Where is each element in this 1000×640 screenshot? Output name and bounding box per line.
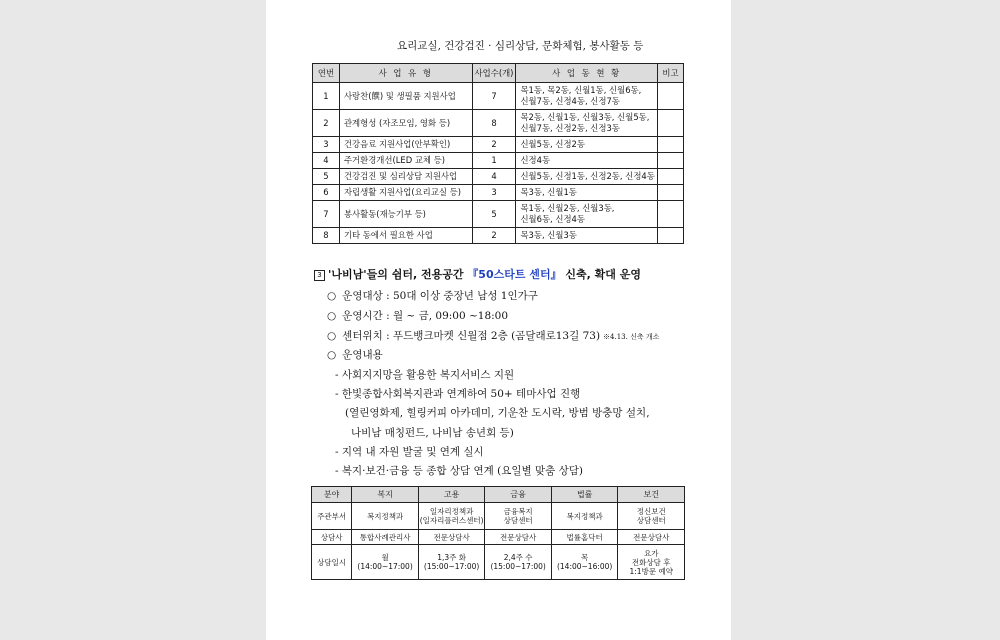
remark-cell: [658, 137, 684, 153]
remark-cell: [658, 83, 684, 110]
dash-item: - 복지·보건·금융 등 종합 상담 연계 (요일별 맞춤 상담): [335, 465, 583, 477]
business-type: 주거환경개선(LED 교체 등): [339, 153, 472, 169]
table-row: [313, 185, 684, 201]
business-count: 8: [472, 110, 516, 137]
agency-employment: 일자리정책과 (일자리플러스센터): [418, 503, 485, 530]
table-row: [313, 169, 684, 185]
business-type: 봉사활동(재능기부 등): [339, 201, 472, 228]
business-status: 목1동, 신월2동, 신월3동, 신월6동, 신정4동: [516, 201, 658, 228]
business-count: 4: [472, 169, 516, 185]
col-header: 고용: [418, 487, 485, 503]
business-count: 2: [472, 137, 516, 153]
business-type: 자립생활 지원사업(요리교실 등): [339, 185, 472, 201]
col-header: 금융: [485, 487, 552, 503]
schedule-finance: 2,4주 수 (15:00~17:00): [485, 545, 552, 580]
bullet-target: ○ 운영대상 : 50대 이상 중장년 남성 1인가구: [327, 290, 538, 302]
schedule-employment: 1,3주 화 (15:00~17:00): [418, 545, 485, 580]
business-type: 기타 동에서 필요한 사업: [339, 228, 472, 244]
business-count: 2: [472, 228, 516, 244]
row-number: 3: [313, 137, 340, 153]
business-type: 건강음료 지원사업(안부확인): [339, 137, 472, 153]
business-count: 3: [472, 185, 516, 201]
col-header: 사 업 동 현 황: [516, 64, 658, 83]
table-header-row: [313, 64, 684, 83]
remark-cell: [658, 228, 684, 244]
business-count: 5: [472, 201, 516, 228]
table-row: [313, 83, 684, 110]
schedule-health: 요가 전화상담 후 1:1방문 예약: [618, 545, 685, 580]
col-header: 연번: [313, 64, 340, 83]
business-status: 목3동, 신월3동: [516, 228, 658, 244]
table-row: [313, 153, 684, 169]
dash-continuation: (열린영화제, 힐링커피 아카데미, 기운찬 도시락, 방범 방충망 설치,: [345, 407, 650, 419]
section-title: 3 '나비남'들의 쉼터, 전용공간 『50스타트 센터』 신축, 확대 운영: [314, 266, 641, 282]
schedule-law: 목 (14:00~16:00): [551, 545, 618, 580]
counselor-employment: 전문상담사: [418, 530, 485, 545]
table-header-row: [312, 487, 685, 503]
col-header: 보건: [618, 487, 685, 503]
col-header: 분야: [312, 487, 352, 503]
row-number: 8: [313, 228, 340, 244]
intro-line: 요리교실, 건강검진 · 심리상담, 문화체험, 봉사활동 등: [397, 40, 644, 52]
business-status: 신월5동, 신정1동, 신정2동, 신정4동: [516, 169, 658, 185]
business-count: 7: [472, 83, 516, 110]
business-status: 신월5동, 신정2동: [516, 137, 658, 153]
row-number: 1: [313, 83, 340, 110]
counselor-welfare: 통합사례관리사: [352, 530, 419, 545]
dash-item: - 지역 내 자원 발굴 및 연계 실시: [335, 446, 484, 458]
row-label: 상담일시: [312, 545, 352, 580]
remark-cell: [658, 110, 684, 137]
agency-finance: 금융복지 상담센터: [485, 503, 552, 530]
dash-continuation: 나비남 매칭펀드, 나비남 송년회 등): [351, 427, 514, 439]
table-row: [313, 201, 684, 228]
table-row: [313, 110, 684, 137]
remark-cell: [658, 153, 684, 169]
business-table: [312, 63, 684, 244]
row-label: 상담사: [312, 530, 352, 545]
section-number: 3: [314, 270, 325, 281]
remark-cell: [658, 201, 684, 228]
dash-item: - 한빛종합사회복지관과 연계하여 50+ 테마사업 진행: [335, 388, 581, 400]
agency-welfare: 복지정책과: [352, 503, 419, 530]
row-number: 7: [313, 201, 340, 228]
row-label: 주관부서: [312, 503, 352, 530]
table-row: [312, 545, 685, 580]
business-status: 목3동, 신월1동: [516, 185, 658, 201]
business-type: 사랑찬(饌) 및 생필품 지원사업: [339, 83, 472, 110]
counselor-law: 법률홈닥터: [551, 530, 618, 545]
col-header: 복지: [352, 487, 419, 503]
counselor-health: 전문상담사: [618, 530, 685, 545]
counselor-finance: 전문상담사: [485, 530, 552, 545]
bullet-content: ○ 운영내용: [327, 349, 383, 361]
business-status: 신정4동: [516, 153, 658, 169]
col-header: 사 업 유 형: [339, 64, 472, 83]
business-status: 목1동, 목2동, 신월1동, 신월6동, 신월7동, 신정4동, 신정7동: [516, 83, 658, 110]
dash-item: - 사회지지망을 활용한 복지서비스 지원: [335, 369, 515, 381]
location-note: ※4.13. 신축 개소: [603, 333, 660, 341]
col-header: 사업수(개): [472, 64, 516, 83]
row-number: 6: [313, 185, 340, 201]
row-number: 2: [313, 110, 340, 137]
col-header: 법률: [551, 487, 618, 503]
row-number: 4: [313, 153, 340, 169]
center-name: 『50스타트 센터』: [467, 268, 562, 281]
row-number: 5: [313, 169, 340, 185]
bullet-hours: ○ 운영시간 : 월 ~ 금, 09:00 ~18:00: [327, 310, 509, 322]
table-row: [313, 137, 684, 153]
table-row: [312, 530, 685, 545]
table-row: [313, 228, 684, 244]
remark-cell: [658, 185, 684, 201]
remark-cell: [658, 169, 684, 185]
counseling-table: [311, 486, 685, 580]
business-status: 목2동, 신월1동, 신월3동, 신월5동, 신월7동, 신정2동, 신정3동: [516, 110, 658, 137]
bullet-location: ○ 센터위치 : 푸드뱅크마켓 신월점 2층 (곰달래로13길 73) ※4.13. 신축 개소: [327, 330, 660, 342]
agency-health: 정신보건 상담센터: [618, 503, 685, 530]
business-type: 관계형성 (자조모임, 영화 등): [339, 110, 472, 137]
business-count: 1: [472, 153, 516, 169]
business-type: 건강검진 및 심리상담 지원사업: [339, 169, 472, 185]
schedule-welfare: 월 (14:00~17:00): [352, 545, 419, 580]
agency-law: 복지정책과: [551, 503, 618, 530]
table-row: [312, 503, 685, 530]
col-header: 비고: [658, 64, 684, 83]
